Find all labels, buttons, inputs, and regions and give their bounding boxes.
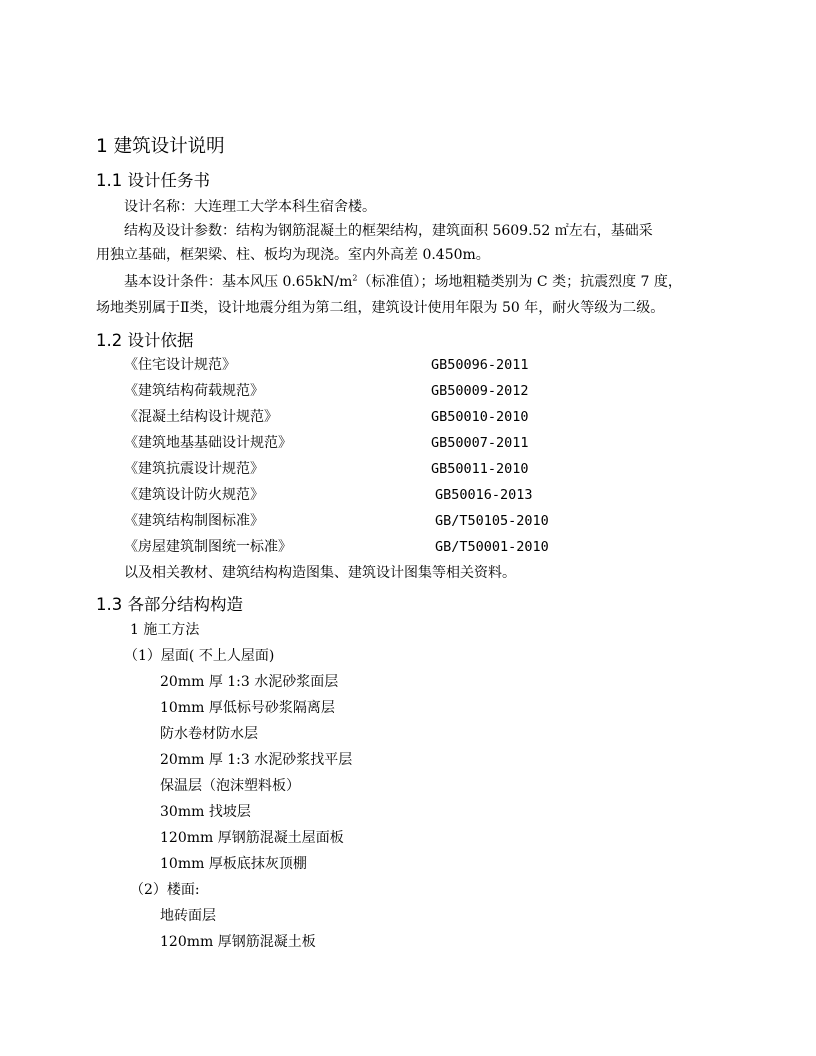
references-footer: 以及相关教材、建筑结构构造图集、建筑设计图集等相关资料。 — [124, 565, 516, 581]
standard-code: GB50011-2010 — [431, 461, 529, 477]
conditions-text-b: （标准值）；场地粗糙类别为 C 类；抗震烈度 7 度， — [357, 274, 682, 290]
standard-code: GB50016-2013 — [435, 487, 533, 503]
floor-layer: 120mm 厚钢筋混凝土板 — [160, 934, 316, 950]
standard-name: 《建筑设计防火规范》 — [124, 487, 264, 503]
roof-layer: 120mm 厚钢筋混凝土屋面板 — [160, 830, 344, 846]
design-conditions-line-2: 场地类别属于Ⅱ类，设计地震分组为第二组，建筑设计使用年限为 50 年，耐火等级为二级。 — [96, 300, 665, 316]
design-conditions-line-1 — [124, 272, 682, 292]
design-params-line-2: 用独立基础，框架梁、柱、板均为现浇。室内外高差 0.450m。 — [96, 247, 490, 263]
floor-layer: 地砖面层 — [160, 908, 216, 924]
roof-layer: 30mm 找坡层 — [160, 804, 251, 820]
section-1-title: 1 建筑设计说明 — [96, 136, 225, 157]
roof-layer: 保温层（泡沫塑料板） — [160, 778, 300, 794]
standard-name: 《混凝土结构设计规范》 — [124, 409, 278, 425]
floor-heading: （2）楼面: — [130, 882, 200, 898]
standard-code: GB/T50001-2010 — [435, 539, 549, 555]
standard-code: GB50009-2012 — [431, 383, 529, 399]
standard-code: GB/T50105-2010 — [435, 513, 549, 529]
roof-layer: 10mm 厚板底抹灰顶棚 — [160, 856, 307, 872]
standard-name: 《建筑结构制图标准》 — [124, 513, 264, 529]
section-1-2-title: 1.2 设计依据 — [96, 331, 194, 350]
section-1-1-title: 1.1 设计任务书 — [96, 171, 210, 190]
standard-name: 《建筑抗震设计规范》 — [124, 461, 264, 477]
conditions-text-a: 基本设计条件：基本风压 0.65kN/m — [124, 274, 353, 290]
roof-layer: 防水卷材防水层 — [160, 726, 258, 742]
construction-method-heading: 1 施工方法 — [130, 622, 200, 638]
standard-code: GB50010-2010 — [431, 409, 529, 425]
standard-name: 《房屋建筑制图统一标准》 — [124, 539, 292, 555]
roof-heading: （1）屋面( 不上人屋面) — [124, 648, 275, 664]
standard-name: 《建筑结构荷载规范》 — [124, 383, 264, 399]
standard-name: 《建筑地基基础设计规范》 — [124, 435, 292, 451]
section-1-3-title: 1.3 各部分结构构造 — [96, 595, 243, 614]
design-name-text: 设计名称：大连理工大学本科生宿舍楼。 — [124, 199, 376, 215]
roof-layer: 20mm 厚 1:3 水泥砂浆面层 — [160, 674, 339, 690]
standard-name: 《住宅设计规范》 — [124, 357, 236, 373]
design-params-line-1: 结构及设计参数：结构为钢筋混凝土的框架结构，建筑面积 5609.52 ㎡左右，基础采 — [124, 223, 653, 239]
conditions-superscript: 2 — [352, 273, 358, 283]
standard-code: GB50096-2011 — [431, 357, 529, 373]
roof-layer: 10mm 厚低标号砂浆隔离层 — [160, 700, 335, 716]
standard-code: GB50007-2011 — [431, 435, 529, 451]
roof-layer: 20mm 厚 1:3 水泥砂浆找平层 — [160, 752, 353, 768]
